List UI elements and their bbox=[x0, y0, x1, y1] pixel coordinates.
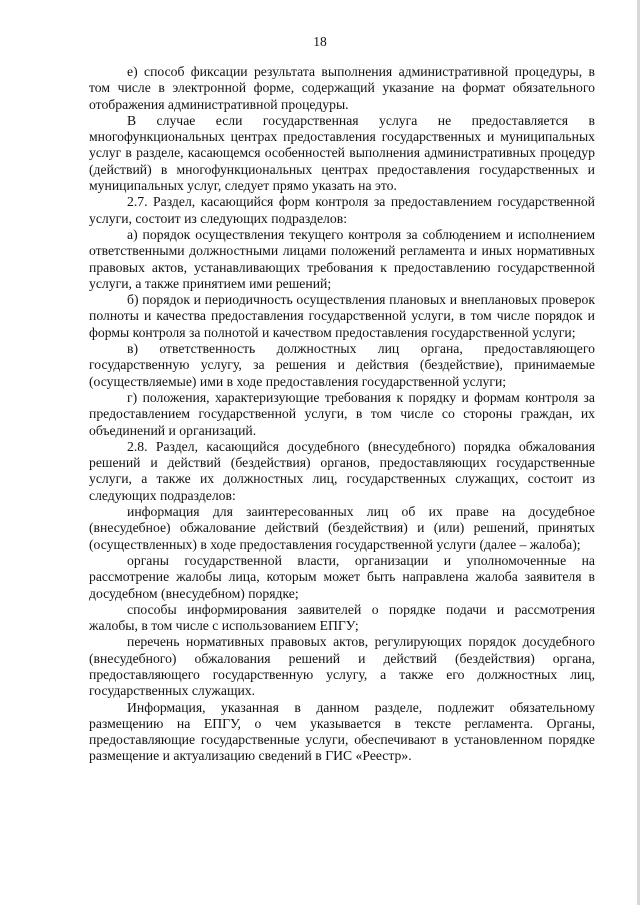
paragraph-2-8-authorities: органы государственной власти, организации и уполномоченные на рассмотрение жалобы лица, которым может быть направлена жалоба заявителя в досудебном (внесудебном) порядке; bbox=[89, 552, 595, 601]
document-body bbox=[89, 64, 595, 765]
paragraph-2-7-g: г) положения, характеризующие требования к порядку и формам контроля за предоставлением государственной услуги, в том числе со стороны граждан, их объединений и организаций. bbox=[89, 389, 595, 438]
paragraph-2-8-legal-acts: перечень нормативных правовых актов, регулирующих порядок досудебного (внесудебного) обжалования решений и действий (бездействия) органа, предоставляющего государственную услугу, а также его должностных лиц, государственных служащих. bbox=[89, 634, 595, 699]
page-number: 18 bbox=[313, 34, 327, 49]
paragraph-2-8-heading: 2.8. Раздел, касающийся досудебного (внесудебного) порядка обжалования решений и действий (бездействия) органов, предоставляющих государственные услуги, а также их должностных лиц, государственных служащих, состоит из следующих подразделов: bbox=[89, 438, 595, 503]
paragraph-publication-note: Информация, указанная в данном разделе, подлежит обязательному размещению на ЕПГУ, о чем указывается в тексте регламента. Органы, предоставляющие государственные услуги, обеспечивают в установленном порядке размещение и актуализацию сведений в ГИС «Реестр». bbox=[89, 699, 595, 764]
paragraph-2-7-a: а) порядок осуществления текущего контроля за соблюдением и исполнением ответственными должностными лицами положений регламента и иных нормативных правовых актов, устанавливающих требования к предоставлению государственной услуги, а также принятием ими решений; bbox=[89, 226, 595, 291]
paragraph-2-8-informing-methods: способы информирования заявителей о порядке подачи и рассмотрения жалобы, в том числе с использованием ЕПГУ; bbox=[89, 601, 595, 634]
paragraph-2-8-info-rights: информация для заинтересованных лиц об их праве на досудебное (внесудебное) обжалование действий (бездействия) и (или) решений, принятых (осуществленных) в ходе предоставления государственной услуги (далее – жалоба); bbox=[89, 504, 595, 552]
paragraph-e-fixation-method: е) способ фиксации результата выполнения административной процедуры, в том числе в электронной форме, содержащий указание на формат обязательного отображения административной процедуры. bbox=[89, 64, 595, 112]
paragraph-mfc-note: В случае если государственная услуга не предоставляется в многофункциональных центрах предоставления государственных и муниципальных услуг в разделе, касающемся особенностей выполнения административных процедур (действий) в многофункциональных центрах предоставления государственных и муниципальных услуг, следует прямо указать на это. bbox=[89, 112, 595, 194]
paragraph-2-7-v: в) ответственность должностных лиц органа, предоставляющего государственную услугу, за решения и действия (бездействие), принимаемые (осуществляемые) ими в ходе предоставления государственной услуги; bbox=[89, 341, 595, 389]
paragraph-2-7-heading: 2.7. Раздел, касающийся форм контроля за предоставлением государственной услуги, состоит из следующих подразделов: bbox=[89, 194, 595, 226]
paragraph-2-7-b: б) порядок и периодичность осуществления плановых и внеплановых проверок полноты и качества предоставления государственной услуги, в том числе порядок и формы контроля за полнотой и качеством предоставления государственной услуги; bbox=[89, 292, 595, 340]
